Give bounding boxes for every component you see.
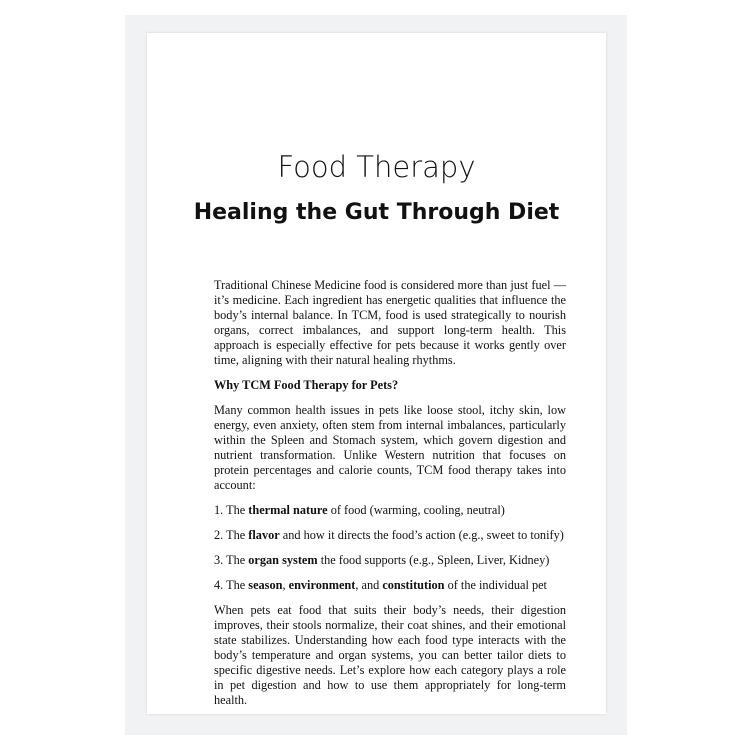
list-item: 3. The organ system the food supports (e.g., Spleen, Liver, Kidney) bbox=[214, 553, 550, 567]
page-title: Food Therapy bbox=[277, 150, 476, 184]
list-item: 2. The flavor and how it directs the food’s action (e.g., sweet to tonify) bbox=[214, 528, 564, 542]
section-heading: Why TCM Food Therapy for Pets? bbox=[214, 378, 399, 392]
list-item: 1. The thermal nature of food (warming, cooling, neutral) bbox=[214, 503, 505, 517]
intro-paragraph: Traditional Chinese Medicine food is considered more than just fuel — it’s medicine. Each ingredient has energetic qualities that influence the body’s internal balance. In TCM, food is used strategically to nourish organs, correct imbalances, and support long-term health. This approach is especially effective for pets because it works gently over time, aligning with their natural healing rhythms. bbox=[214, 278, 566, 367]
body-text bbox=[214, 278, 566, 718]
closing-paragraph: When pets eat food that suits their body’s needs, their digestion improves, their stools normalize, their coat shines, and their emotional state stabilizes. Understanding how each food type interacts with the body’s temperature and organ systems, you can better tailor diets to specific digestive needs. Let’s explore how each category plays a role in pet digestion and how to use them appropriately for long-term health. bbox=[214, 603, 566, 707]
document-page bbox=[147, 33, 606, 714]
page-subtitle: Healing the Gut Through Diet bbox=[193, 200, 560, 225]
section-paragraph: Many common health issues in pets like loose stool, itchy skin, low energy, even anxiety, often stem from internal imbalances, particularly within the Spleen and Stomach system, which govern digestion and nutrient transformation. Unlike Western nutrition that focuses on protein percentages and calorie counts, TCM food therapy takes into account: bbox=[214, 403, 566, 492]
list-item: 4. The season, environment, and constitution of the individual pet bbox=[214, 578, 547, 592]
